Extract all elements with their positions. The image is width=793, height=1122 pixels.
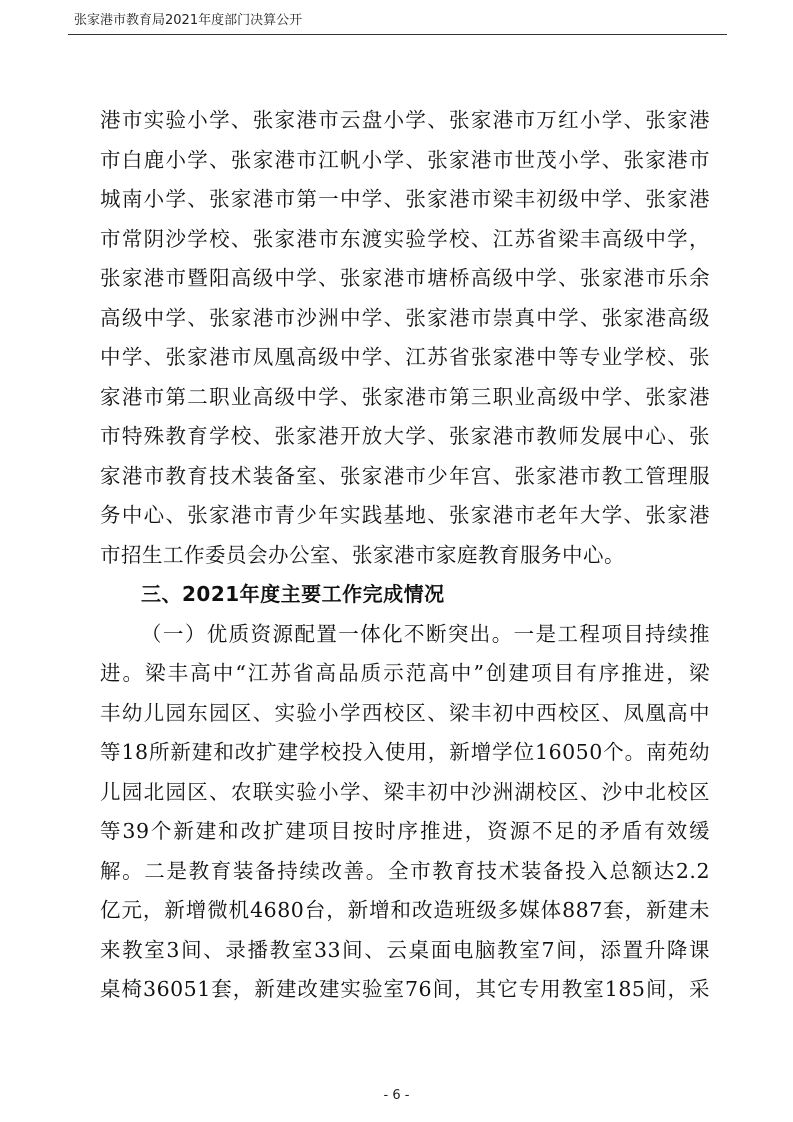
header-divider — [68, 34, 727, 35]
text-line: 家港市第二职业高级中学、张家港市第三职业高级中学、张家港 — [100, 384, 710, 409]
document-header-title: 张家港市教育局2021年度部门决算公开 — [74, 13, 303, 28]
text-line: 市特殊教育学校、张家港开放大学、张家港市教师发展中心、张 — [100, 424, 710, 448]
text-line: 高级中学、张家港市沙洲中学、张家港市崇真中学、张家港高级 — [100, 305, 710, 330]
paragraph-line: 桌椅36051套，新建改建实验室76间，其它专用教室185间，采 — [100, 977, 710, 1001]
document-body — [100, 101, 710, 1010]
text-line: 市常阴沙学校、张家港市东渡实验学校、江苏省梁丰高级中学， — [100, 226, 710, 251]
text-line: 市招生工作委员会办公室、张家港市家庭教育服务中心。 — [100, 542, 625, 567]
paragraph-line: （一）优质资源配置一体化不断突出。一是工程项目持续推 — [141, 621, 710, 646]
text-line: 中学、张家港市凤凰高级中学、江苏省张家港中等专业学校、张 — [100, 345, 710, 369]
text-line: 张家港市暨阳高级中学、张家港市塘桥高级中学、张家港市乐余 — [100, 266, 710, 290]
paragraph-line: 进。梁丰高中“江苏省高品质示范高中”创建项目有序推进，梁 — [100, 661, 710, 685]
text-line: 港市实验小学、张家港市云盘小学、张家港市万红小学、张家港 — [100, 108, 710, 132]
paragraph-line: 等18所新建和改扩建学校投入使用，新增学位16050个。南苑幼 — [100, 740, 710, 764]
page-number: - 6 - — [383, 1088, 410, 1103]
text-line: 市白鹿小学、张家港市江帆小学、张家港市世茂小学、张家港市 — [100, 147, 710, 172]
paragraph-line: 等39个新建和改扩建项目按时序推进，资源不足的矛盾有效缓 — [100, 819, 710, 843]
text-line: 家港市教育技术装备室、张家港市少年宫、张家港市教工管理服 — [100, 463, 710, 488]
paragraph-line: 儿园北园区、农联实验小学、梁丰初中沙洲湖校区、沙中北校区 — [100, 779, 710, 804]
section-heading: 三、2021年度主要工作完成情况 — [141, 582, 445, 606]
paragraph-line: 来教室3间、录播教室33间、云桌面电脑教室7间，添置升降课 — [100, 937, 710, 962]
text-line: 务中心、张家港市青少年实践基地、张家港市老年大学、张家港 — [100, 503, 710, 527]
paragraph-line: 亿元，新增微机4680台，新增和改造班级多媒体887套，新建未 — [100, 898, 710, 922]
paragraph-line: 解。二是教育装备持续改善。全市教育技术装备投入总额达2.2 — [100, 858, 710, 883]
paragraph-line: 丰幼儿园东园区、实验小学西校区、梁丰初中西校区、凤凰高中 — [100, 700, 710, 725]
text-line: 城南小学、张家港市第一中学、张家港市梁丰初级中学、张家港 — [100, 187, 710, 211]
